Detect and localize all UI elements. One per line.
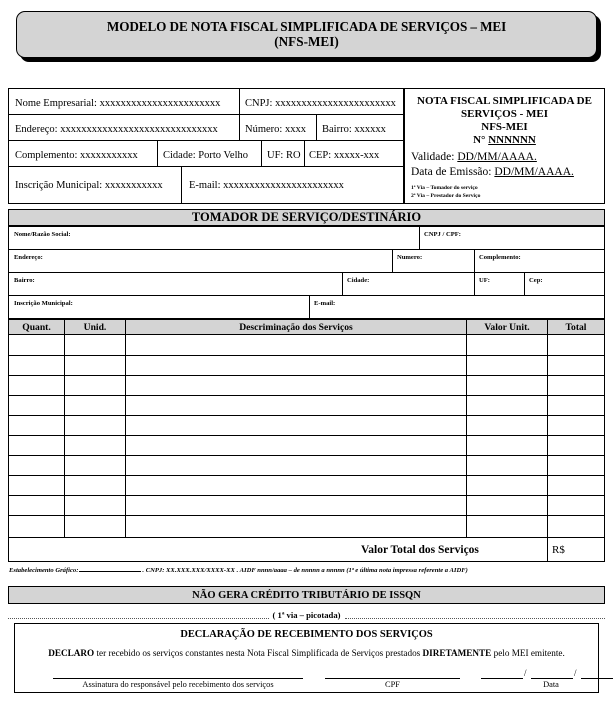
grafico-suffix: . CNPJ: XX.XXX.XXX/XXXX-XX . AIDF nnnn/aaaa – de nnnnn a nnnnn (1ª e última nota impressa referente a AIDF)	[142, 567, 468, 574]
tomador-cep-label: Cep:	[529, 277, 543, 284]
emitter-inscricao-label-text: Inscrição Municipal:	[15, 180, 103, 191]
emitter-vline-cep	[304, 140, 305, 166]
declaration-text-end: pelo MEI emitente.	[491, 648, 565, 658]
items-vline-total	[547, 320, 548, 561]
items-row-divider	[9, 455, 604, 456]
issqn-band-title: NÃO GERA CRÉDITO TRIBUTÁRIO DE ISSQN	[192, 589, 421, 601]
nfs-title-line1: NOTA FISCAL SIMPLIFICADA DE	[417, 95, 592, 107]
tomador-cnpjcpf-label: CNPJ / CPF:	[424, 231, 461, 238]
nfs-emissao-label: Data de Emissão:	[411, 166, 492, 178]
emitter-uf-value: RO	[285, 150, 301, 161]
cpf-caption: CPF	[385, 680, 400, 689]
tomador-uf-label: UF:	[479, 277, 490, 284]
nfs-numero-prefix: N°	[473, 134, 486, 146]
picotada-dots-left	[8, 611, 269, 619]
page-subtitle: (NFS-MEI)	[274, 33, 339, 49]
items-row-divider	[9, 375, 604, 376]
tomador-complemento-label: Complemento:	[479, 254, 521, 261]
title-banner-body	[16, 11, 597, 58]
items-row-divider	[9, 435, 604, 436]
items-col-total: Total	[565, 322, 587, 333]
tomador-cidade-label: Cidade:	[347, 277, 370, 284]
tomador-numero-label: Numero:	[397, 254, 423, 261]
tomador-vline-uf	[474, 272, 475, 295]
emitter-divider-3	[9, 166, 403, 167]
signature-caption: Assinatura do responsável pelo recebimento dos serviços	[82, 680, 274, 689]
tomador-band-title: TOMADOR DE SERVIÇO/DESTINÁRIO	[191, 210, 422, 224]
tomador-vline-email	[309, 295, 310, 319]
tomador-info-block	[8, 226, 605, 319]
nfs-validade	[411, 151, 537, 163]
tomador-nome-label: Nome/Razão Social:	[14, 231, 71, 238]
items-row-divider	[9, 395, 604, 396]
items-row-divider	[9, 537, 604, 538]
tomador-divider-1	[9, 249, 604, 250]
emitter-complemento-label-text: Complemento:	[15, 150, 78, 161]
date-day-line	[481, 678, 523, 679]
picotada-separator	[8, 608, 605, 621]
emitter-numero-label-text: Número:	[245, 124, 283, 135]
emitter-vline-bairro	[316, 114, 317, 140]
items-row-divider	[9, 515, 604, 516]
items-header-row	[9, 320, 604, 335]
tomador-vline-cidade	[342, 272, 343, 295]
emitter-cnpj-label	[245, 99, 396, 110]
items-vline-valorunit	[466, 320, 467, 537]
emitter-inscricao-value: xxxxxxxxxxx	[104, 180, 163, 191]
emitter-vline-numero	[239, 114, 240, 140]
cpf-line	[325, 678, 460, 679]
tomador-bairro-label: Bairro:	[14, 277, 35, 284]
nfs-via-1: 1ª Via – Tomador do serviço	[411, 185, 478, 191]
emitter-email-value: xxxxxxxxxxxxxxxxxxxxxxx	[223, 180, 344, 191]
grafico-prefix: Estabelecimento Gráfico:	[9, 567, 79, 574]
tomador-email-label: E-mail:	[314, 300, 336, 307]
emitter-inscricao-label	[15, 181, 163, 192]
tomador-divider-2	[9, 272, 604, 273]
tomador-endereco-label: Endereço:	[14, 254, 43, 261]
nfs-title-line2: SERVIÇOS - MEI	[460, 108, 549, 120]
tomador-section-band	[8, 209, 605, 226]
items-vline-quant	[64, 320, 65, 537]
emitter-nome-value: xxxxxxxxxxxxxxxxxxxxxxx	[99, 98, 221, 109]
items-row-divider	[9, 355, 604, 356]
grafico-blank-line	[79, 565, 141, 572]
emitter-divider-1	[9, 114, 403, 115]
declaration-block	[14, 623, 599, 693]
emitter-bairro-label	[322, 125, 386, 136]
nfs-header-block	[404, 88, 605, 204]
declaration-text-bold-diretamente: DIRETAMENTE	[422, 648, 492, 658]
tomador-divider-3	[9, 295, 604, 296]
declaration-text	[15, 648, 598, 658]
picotada-dots-right	[345, 611, 606, 619]
emitter-email-label	[189, 181, 344, 192]
declaration-title: DECLARAÇÃO DE RECEBIMENTO DOS SERVIÇOS	[180, 629, 433, 640]
emitter-numero-value: xxxx	[284, 124, 306, 135]
date-month-line	[531, 678, 573, 679]
tomador-vline-numero	[392, 249, 393, 272]
emitter-cnpj-value: xxxxxxxxxxxxxxxxxxxxxxx	[275, 98, 396, 109]
items-col-descricao: Descriminação dos Serviços	[239, 322, 353, 333]
emitter-cep-label	[309, 151, 379, 162]
emitter-cidade-label-text: Cidade:	[163, 150, 196, 161]
items-col-valor-unit: Valor Unit.	[484, 322, 530, 333]
emitter-vline-cidade	[157, 140, 158, 166]
emitter-cep-value: xxxxx-xxx	[333, 150, 380, 161]
page-title: MODELO DE NOTA FISCAL SIMPLIFICADA DE SERVIÇOS – MEI	[106, 18, 507, 34]
emitter-endereco-label	[15, 125, 218, 136]
emitter-vline-email	[181, 166, 182, 203]
emitter-numero-label	[245, 125, 306, 136]
emitter-cep-label-text: CEP:	[309, 150, 332, 161]
nfs-title-line3: NFS-MEI	[481, 121, 528, 133]
emitter-cidade-label	[163, 151, 248, 162]
tomador-vline-cep	[524, 272, 525, 295]
emitter-cidade-value: Porto Velho	[198, 150, 248, 161]
items-row-divider	[9, 475, 604, 476]
date-year-line	[581, 678, 613, 679]
emitter-complemento-label	[15, 151, 138, 162]
declaration-text-middle: ter recebido os serviços constantes nesta Nota Fiscal Simplificada de Serviços prestados	[94, 648, 423, 658]
items-col-unid: Unid.	[83, 322, 107, 333]
services-items-table	[8, 319, 605, 562]
nfs-emissao	[411, 166, 574, 178]
emitter-endereco-label-text: Endereço:	[15, 124, 58, 135]
nfs-numero-value: NNNNNN	[488, 134, 536, 146]
emitter-vline-cnpj	[239, 89, 240, 114]
date-slash-2: /	[574, 668, 577, 678]
emitter-nome-label-text: Nome Empresarial:	[15, 98, 97, 109]
date-slash-1: /	[524, 668, 527, 678]
emitter-email-label-text: E-mail:	[189, 180, 221, 191]
items-row-divider	[9, 415, 604, 416]
grafico-fineprint	[9, 565, 609, 575]
emitter-vline-uf	[261, 140, 262, 166]
emitter-bairro-label-text: Bairro:	[322, 124, 352, 135]
date-caption: Data	[543, 680, 559, 689]
items-row-divider	[9, 495, 604, 496]
items-col-quant: Quant.	[22, 322, 51, 333]
items-total-label: Valor Total dos Serviços	[361, 544, 479, 556]
signature-line	[53, 678, 303, 679]
nfs-via-2: 2ª Via – Prestador do Serviço	[411, 193, 481, 199]
items-currency-label: R$	[552, 544, 565, 556]
nfs-validade-label: Validade:	[411, 151, 455, 163]
issqn-notice-band	[8, 586, 605, 604]
emitter-cnpj-label-text: CNPJ:	[245, 98, 273, 109]
tomador-vline-complemento	[474, 249, 475, 272]
nfs-validade-value: DD/MM/AAAA.	[457, 151, 537, 163]
nfs-numero	[405, 134, 604, 147]
declaration-text-bold-declaro: DECLARO	[48, 648, 95, 658]
picotada-label: ( 1ª via – picotada)	[272, 609, 341, 620]
document-title-banner	[16, 11, 597, 58]
emitter-complemento-value: xxxxxxxxxxx	[80, 150, 138, 161]
emitter-bairro-value: xxxxxx	[354, 124, 386, 135]
items-vline-unid	[125, 320, 126, 537]
emitter-uf-label	[267, 151, 301, 162]
emitter-uf-label-text: UF:	[267, 150, 284, 161]
tomador-inscricao-label: Inscrição Municipal:	[14, 300, 73, 307]
emitter-divider-2	[9, 140, 403, 141]
nfs-emissao-value: DD/MM/AAAA.	[494, 166, 574, 178]
tomador-vline-cnpjcpf	[419, 227, 420, 249]
emitter-nome-label	[15, 99, 220, 110]
emitter-info-block	[8, 88, 404, 204]
emitter-endereco-value: xxxxxxxxxxxxxxxxxxxxxxxxxxxxxx	[60, 124, 218, 135]
